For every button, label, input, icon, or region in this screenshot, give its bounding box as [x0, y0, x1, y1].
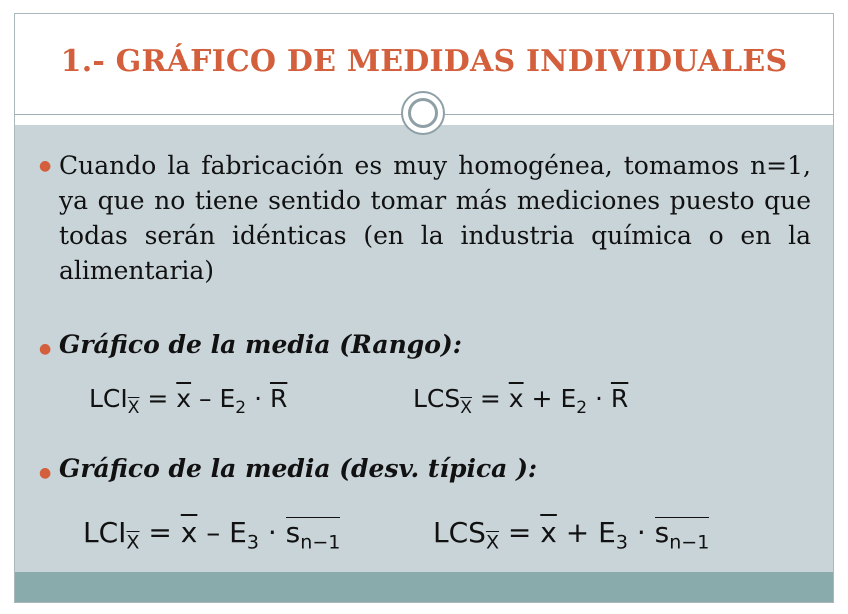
formula-op: – — [206, 516, 221, 549]
formula-lci-range — [89, 384, 287, 418]
slide — [14, 13, 834, 603]
formula-eq: = — [148, 516, 172, 549]
formula-op: + — [565, 516, 590, 549]
formula-eq: = — [507, 516, 532, 549]
formula-stat-overlined — [655, 517, 710, 553]
bullet-dot-icon: ● — [39, 465, 52, 481]
formula-lhs-sub: X — [460, 397, 472, 418]
formula-mean: $\overline{x}$ — [180, 516, 198, 549]
formula-const: E — [229, 516, 247, 549]
formula-eq: = — [479, 384, 501, 413]
formula-const-sub: 2 — [576, 397, 588, 418]
slide-title: 1.- GRÁFICO DE MEDIDAS INDIVIDUALES — [60, 44, 788, 79]
bullet-dot-icon: ● — [39, 341, 52, 357]
bullet3-heading: Gráfico de la media (desv. típica ): — [59, 454, 538, 483]
formula-lcs-range — [413, 384, 628, 418]
bullet2-heading: Gráfico de la media (Rango): — [59, 330, 462, 359]
formula-mean: $\overline{x}$ — [508, 384, 524, 413]
formula-mean: $\overline{x}$ — [176, 384, 192, 413]
formula-const: E — [598, 516, 616, 549]
bullet-dot-icon: ● — [39, 158, 52, 174]
formula-const: E — [219, 384, 236, 413]
slide-footer-band — [15, 572, 833, 602]
formula-lhs-sub: X — [485, 531, 499, 554]
formula-mean: $\overline{x}$ — [540, 516, 557, 549]
formula-stat: $\overline{R}$ — [269, 384, 288, 413]
divider-circle-ornament — [401, 91, 445, 135]
formula-lhs: LCI — [89, 384, 128, 413]
formula-stat: $\overline{R}$ — [610, 384, 629, 413]
formula-op: + — [531, 384, 553, 413]
formula-eq: = — [147, 384, 169, 413]
formula-stat-sub: n−1 — [669, 531, 710, 554]
divider-circle-inner — [408, 98, 438, 128]
formula-dot: · — [595, 384, 603, 413]
formula-const-sub: 3 — [615, 531, 628, 554]
formula-dot: · — [267, 516, 277, 549]
bullet1-text: Cuando la fabricación es muy homogénea, tomamos n=1, ya que no tiene sentido tomar más mediciones puesto que todas serán idénticas (en la industria química o en la alimentaria) — [59, 151, 811, 285]
formula-stat-sub: n−1 — [300, 531, 341, 554]
formula-lcs-std — [433, 516, 709, 554]
formula-lhs: LCI — [83, 516, 127, 549]
formula-op: – — [199, 384, 212, 413]
formula-lhs: LCS — [413, 384, 461, 413]
formula-lci-std — [83, 516, 340, 554]
formula-stat: s — [285, 516, 301, 549]
formula-const: E — [560, 384, 577, 413]
formula-stat: s — [654, 516, 670, 549]
formula-lhs-sub: X — [126, 531, 140, 554]
formula-lhs: LCS — [433, 516, 486, 549]
formula-dot: · — [254, 384, 263, 413]
formula-stat-overlined — [286, 517, 341, 553]
formula-lhs-sub: X — [127, 397, 140, 418]
formula-dot: · — [636, 516, 646, 549]
formula-const-sub: 2 — [235, 397, 247, 418]
formula-const-sub: 3 — [246, 531, 259, 554]
